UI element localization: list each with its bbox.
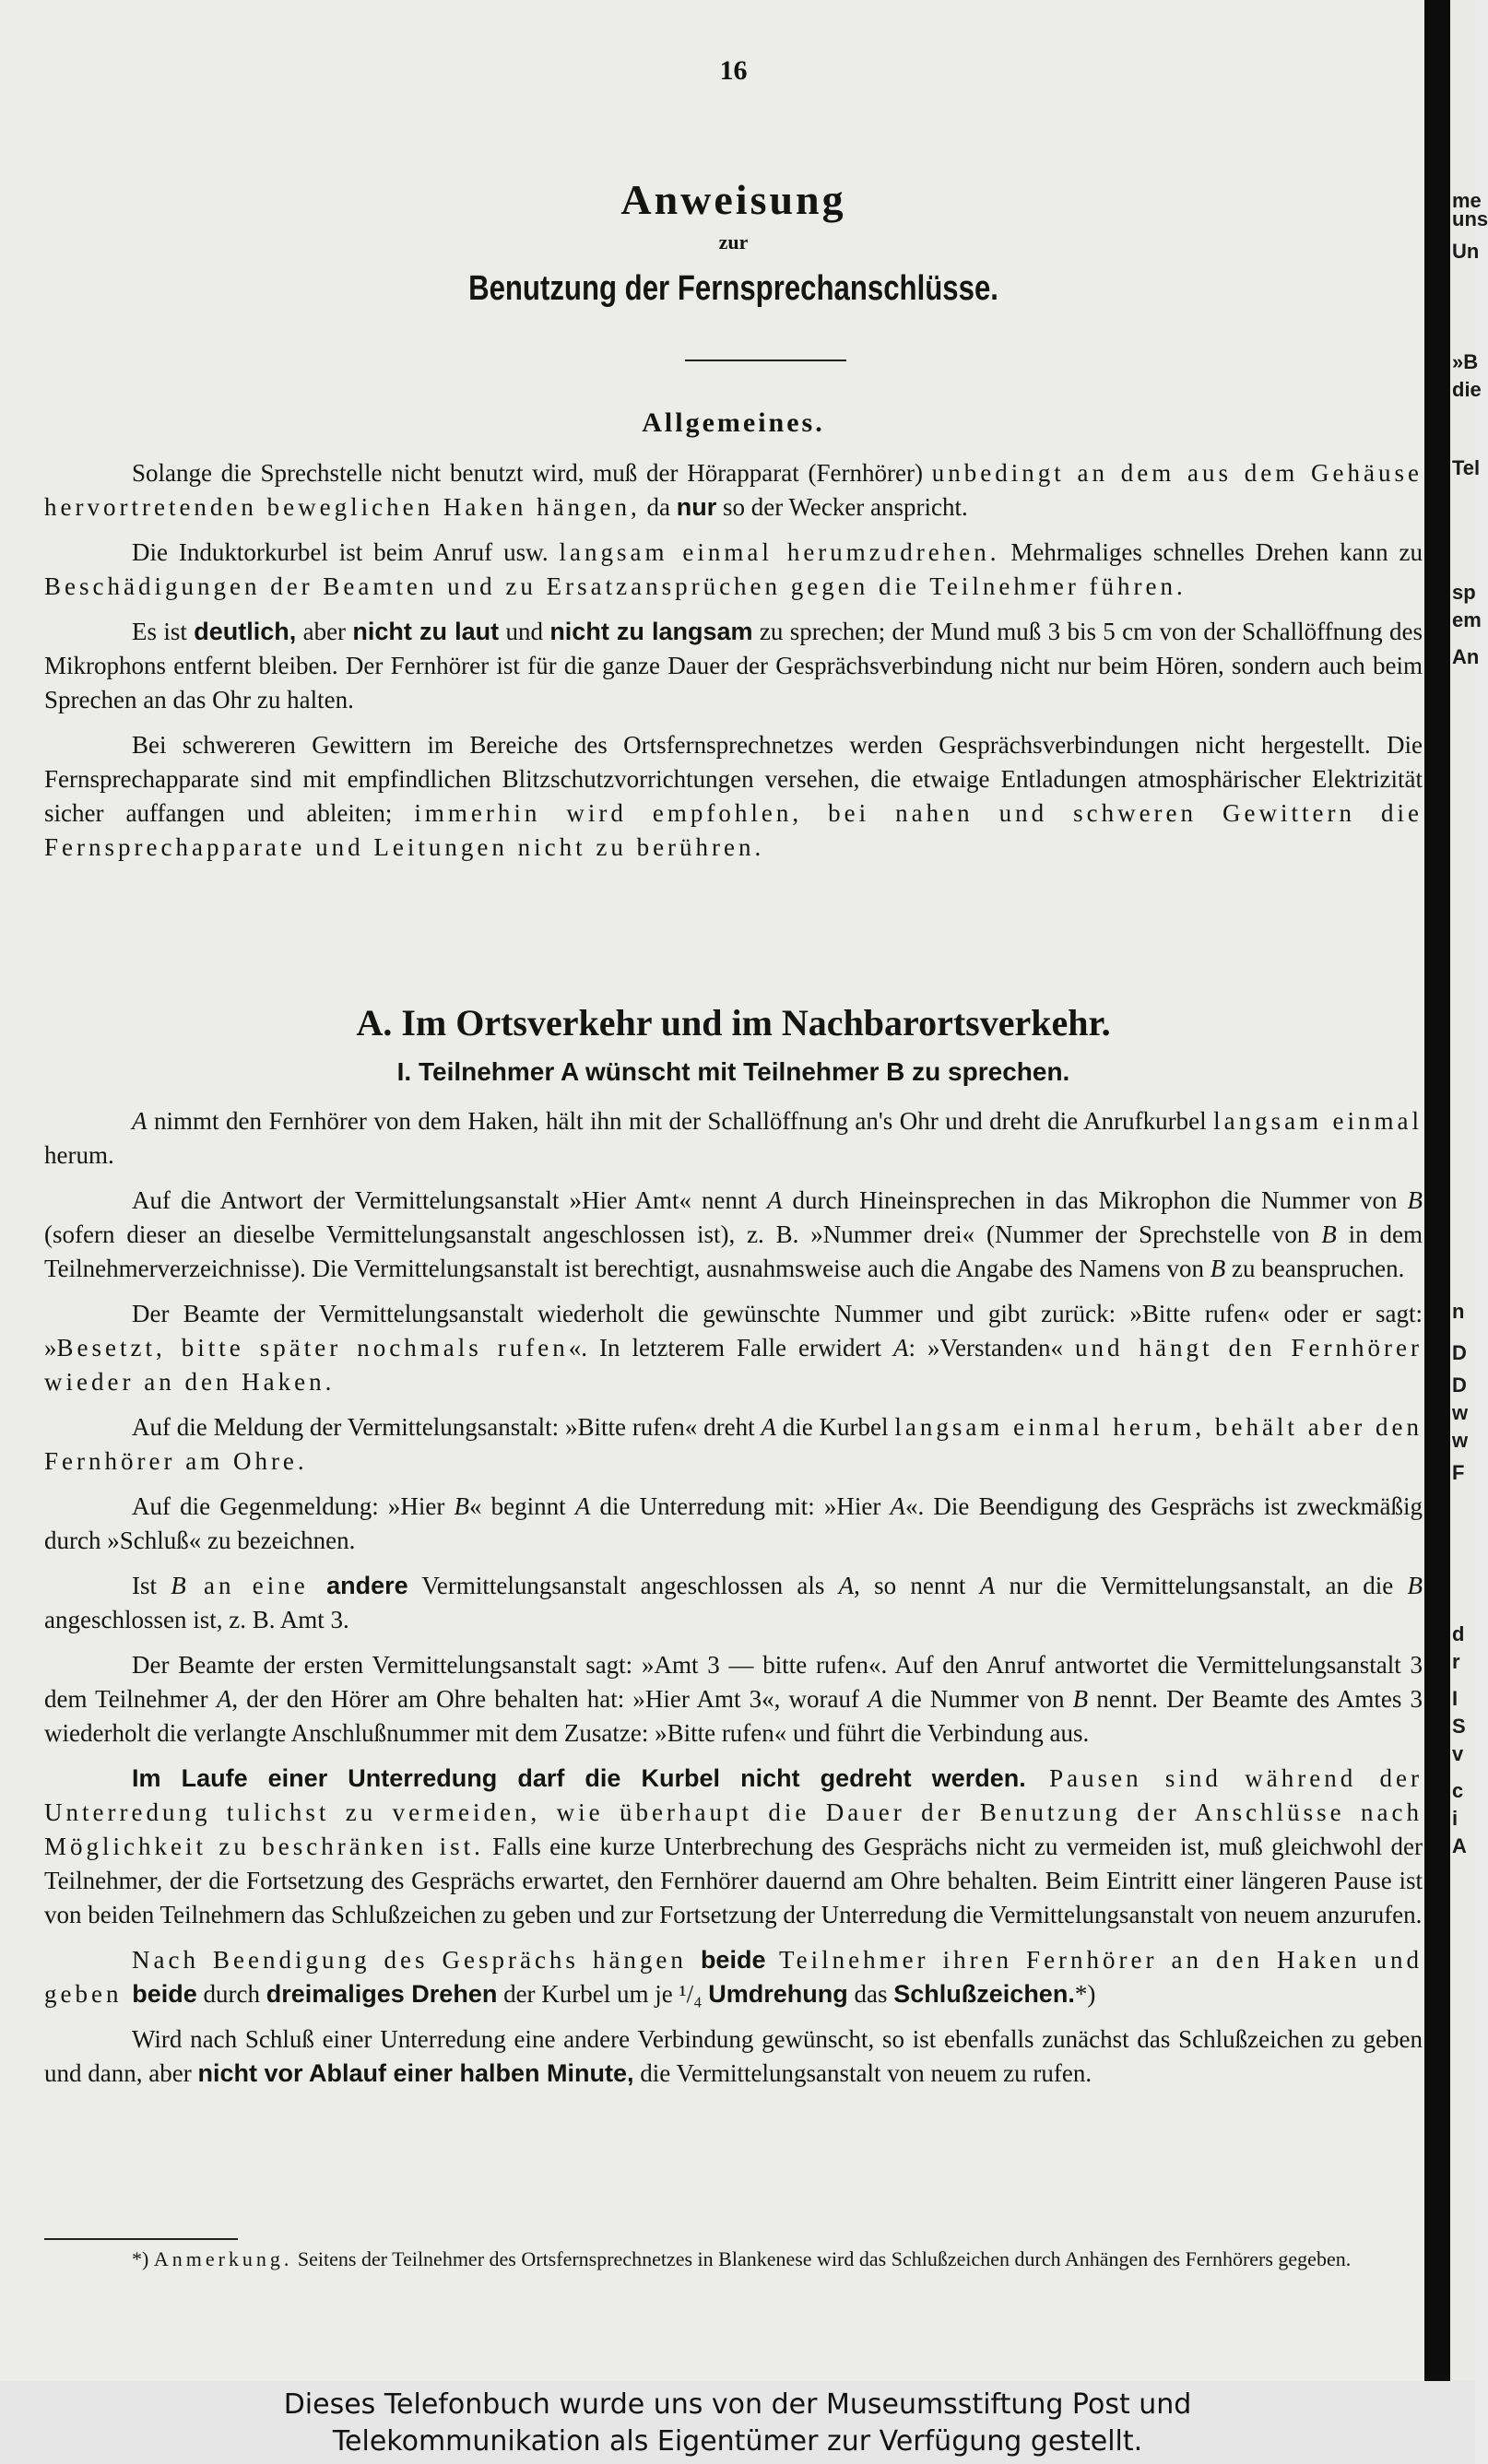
adjacent-page-fragment: w bbox=[1452, 1429, 1469, 1452]
adjacent-page-fragment: i bbox=[1452, 1807, 1458, 1830]
a-paragraph-1: A nimmt den Fernhörer von dem Haken, hält ihn mit der Schallöffnung an's Ohr und dreht die Anrufkurbel langsam einmal herum. bbox=[44, 1107, 1423, 1169]
a-paragraph-3: Der Beamte der Vermittelungsanstalt wiederholt die gewünschte Nummer und gibt zurück: »Bitte rufen« oder er sagt: »Besetzt, bitte später nochmals rufen«. In letzterem Falle erwidert A: »Verstanden« und hängt den Fernhörer wieder an den Haken. bbox=[44, 1300, 1423, 1396]
adjacent-page-fragment: uns bbox=[1452, 207, 1488, 230]
a-paragraph-10: Wird nach Schluß einer Unterredung eine andere Verbindung gewünscht, so ist ebenfalls zunächst das Schlußzeichen zu geben und dann, aber nicht vor Ablauf einer halben Minute, die Vermittelungsanstalt von neuem zu rufen. bbox=[44, 2025, 1423, 2087]
adjacent-page-fragment: A bbox=[1452, 1834, 1467, 1857]
section-a-body bbox=[44, 1104, 1423, 2091]
general-paragraph-1: Solange die Sprechstelle nicht benutzt wird, muß der Hörapparat (Fernhörer) unbedingt an dem aus dem Gehäuse hervortretenden beweglichen Haken hängen, da nur so der Wecker anspricht. bbox=[44, 459, 1423, 521]
adjacent-page-fragment: S bbox=[1452, 1715, 1466, 1738]
section-heading-a: A. Im Ortsverkehr und im Nachbarortsverkehr. bbox=[356, 1002, 1111, 1043]
title-sub: Benutzung der Fernsprechanschlüsse. bbox=[468, 269, 998, 308]
adjacent-page-fragment: An bbox=[1452, 645, 1480, 668]
adjacent-page-fragment: r bbox=[1452, 1650, 1460, 1673]
adjacent-page-fragment: D bbox=[1452, 1373, 1467, 1397]
page-number: 16 bbox=[719, 55, 748, 86]
adjacent-page-fragment: em bbox=[1452, 608, 1482, 631]
page-binding-gutter bbox=[1424, 0, 1450, 2381]
a-paragraph-2: Auf die Antwort der Vermittelungsanstalt »Hier Amt« nennt A durch Hineinsprechen in das Mikrophon die Nummer von B (sofern dieser an dieselbe Vermittelungsanstalt angeschlossen ist), z. B. »Nummer drei« (Nummer der Sprechstelle von B in dem Teilnehmerverzeichnisse). Die Vermittelungsanstalt ist berechtigt, ausnahmsweise auch die Angabe des Namens von B zu beanspruchen. bbox=[44, 1186, 1423, 1282]
general-paragraph-4: Bei schwereren Gewittern im Bereiche des Ortsfernsprechnetzes werden Gesprächsverbindungen nicht hergestellt. Die Fernsprechapparate sind mit empfindlichen Blitzschutzvorrichtungen versehen, die etwaige Entladungen atmosphärischer Elektrizität sicher auffangen und ableiten; immerhin wird empfohlen, bei nahen und schweren Gewittern die Fernsprechapparate und Leitungen nicht zu berühren. bbox=[44, 731, 1423, 861]
adjacent-page-fragment: D bbox=[1452, 1341, 1467, 1364]
subsection-heading-i: I. Teilnehmer A wünscht mit Teilnehmer B zu sprechen. bbox=[396, 1057, 1070, 1086]
footnote: *) Anmerkung. Seitens der Teilnehmer des Ortsfernsprechnetzes in Blankenese wird das Schlußzeichen durch Anhängen des Fernhörers gegeben. bbox=[132, 2247, 1352, 2270]
a-paragraph-5: Auf die Gegenmeldung: »Hier B« beginnt A die Unterredung mit: »Hier A«. Die Beendigung des Gesprächs ist zweckmäßig durch »Schluß« zu bezeichnen. bbox=[44, 1492, 1423, 1554]
adjacent-page-fragment: n bbox=[1452, 1300, 1465, 1323]
adjacent-page-fragment: »B bbox=[1452, 350, 1479, 373]
adjacent-page-fragment: sp bbox=[1452, 581, 1476, 604]
general-section bbox=[44, 456, 1423, 865]
banner-line-2: Telekommunikation als Eigentümer zur Verfügung gestellt. bbox=[332, 2425, 1143, 2458]
general-paragraph-2: Die Induktorkurbel ist beim Anruf usw. langsam einmal herumzudrehen. Mehrmaliges schnelles Drehen kann zu Beschädigungen der Beamten und zu Ersatzansprüchen gegen die Teilnehmer führen. bbox=[44, 538, 1423, 600]
general-paragraph-3: Es ist deutlich, aber nicht zu laut und nicht zu langsam zu sprechen; der Mund muß 3 bis 5 cm von der Schallöffnung des Mikrophons entfernt bleiben. Der Fernhörer ist für die ganze Dauer der Gesprächsverbindung nicht nur beim Hören, sondern auch beim Sprechen an das Ohr zu halten. bbox=[44, 618, 1423, 713]
adjacent-page-fragment: me bbox=[1452, 189, 1482, 212]
title-connector: zur bbox=[718, 230, 749, 253]
adjacent-page-fragment: w bbox=[1452, 1401, 1469, 1424]
footnote-rule bbox=[44, 2238, 238, 2240]
a-paragraph-6: Ist B an eine andere Vermittelungsanstalt angeschlossen als A, so nennt A nur die Vermittelungsanstalt, an die B angeschlossen ist, z. B. Amt 3. bbox=[44, 1572, 1423, 1633]
ownership-banner bbox=[0, 2381, 1475, 2464]
a-paragraph-8: Im Laufe einer Unterredung darf die Kurbel nicht gedreht werden. Pausen sind während der Unterredung tulichst zu vermeiden, wie überhaupt die Dauer der Benutzung der Anschlüsse nach Möglichkeit zu beschränken ist. Falls eine kurze Unterbrechung des Gesprächs nicht zu vermeiden ist, muß gleichwohl der Teilnehmer, der die Fortsetzung des Gesprächs erwartet, den Fernhörer dauernd am Ohre behalten. Beim Eintritt einer längeren Pause ist von beiden Teilnehmern das Schlußzeichen zu geben und zur Fortsetzung der Unterredung die Vermittelungsanstalt von neuem anzurufen. bbox=[44, 1764, 1423, 1928]
banner-line-1: Dieses Telefonbuch wurde uns von der Museumsstiftung Post und bbox=[283, 2388, 1192, 2421]
title-main: Anweisung bbox=[620, 176, 846, 223]
adjacent-page-fragment: I bbox=[1452, 1687, 1458, 1710]
adjacent-page-fragment: Tel bbox=[1452, 456, 1481, 479]
adjacent-page-fragment: v bbox=[1452, 1742, 1464, 1765]
adjacent-page-edge bbox=[1450, 0, 1488, 2381]
section-heading-general: Allgemeines. bbox=[642, 407, 825, 438]
adjacent-page-fragment: die bbox=[1452, 378, 1482, 401]
title-divider bbox=[685, 360, 846, 361]
adjacent-page-fragment: F bbox=[1452, 1461, 1465, 1484]
adjacent-page-fragment: Un bbox=[1452, 240, 1480, 263]
a-paragraph-4: Auf die Meldung der Vermittelungsanstalt: »Bitte rufen« dreht A die Kurbel langsam einmal herum, behält aber den Fernhörer am Ohre. bbox=[44, 1413, 1423, 1475]
a-paragraph-9: Nach Beendigung des Gesprächs hängen beide Teilnehmer ihren Fernhörer an den Haken und geben beide durch dreimaliges Drehen der Kurbel um je ¹/₄ Umdrehung das Schlußzeichen.*) bbox=[44, 1946, 1423, 2008]
a-paragraph-7: Der Beamte der ersten Vermittelungsanstalt sagt: »Amt 3 — bitte rufen«. Auf den Anruf antwortet die Vermittelungsanstalt 3 dem Teilnehmer A, der den Hörer am Ohre behalten hat: »Hier Amt 3«, worauf A die Nummer von B nennt. Der Beamte des Amtes 3 wiederholt die verlangte Anschlußnummer mit dem Zusatze: »Bitte rufen« und führt die Verbindung aus. bbox=[44, 1651, 1423, 1747]
adjacent-page-fragment: c bbox=[1452, 1779, 1464, 1802]
adjacent-page-fragment: d bbox=[1452, 1622, 1465, 1645]
